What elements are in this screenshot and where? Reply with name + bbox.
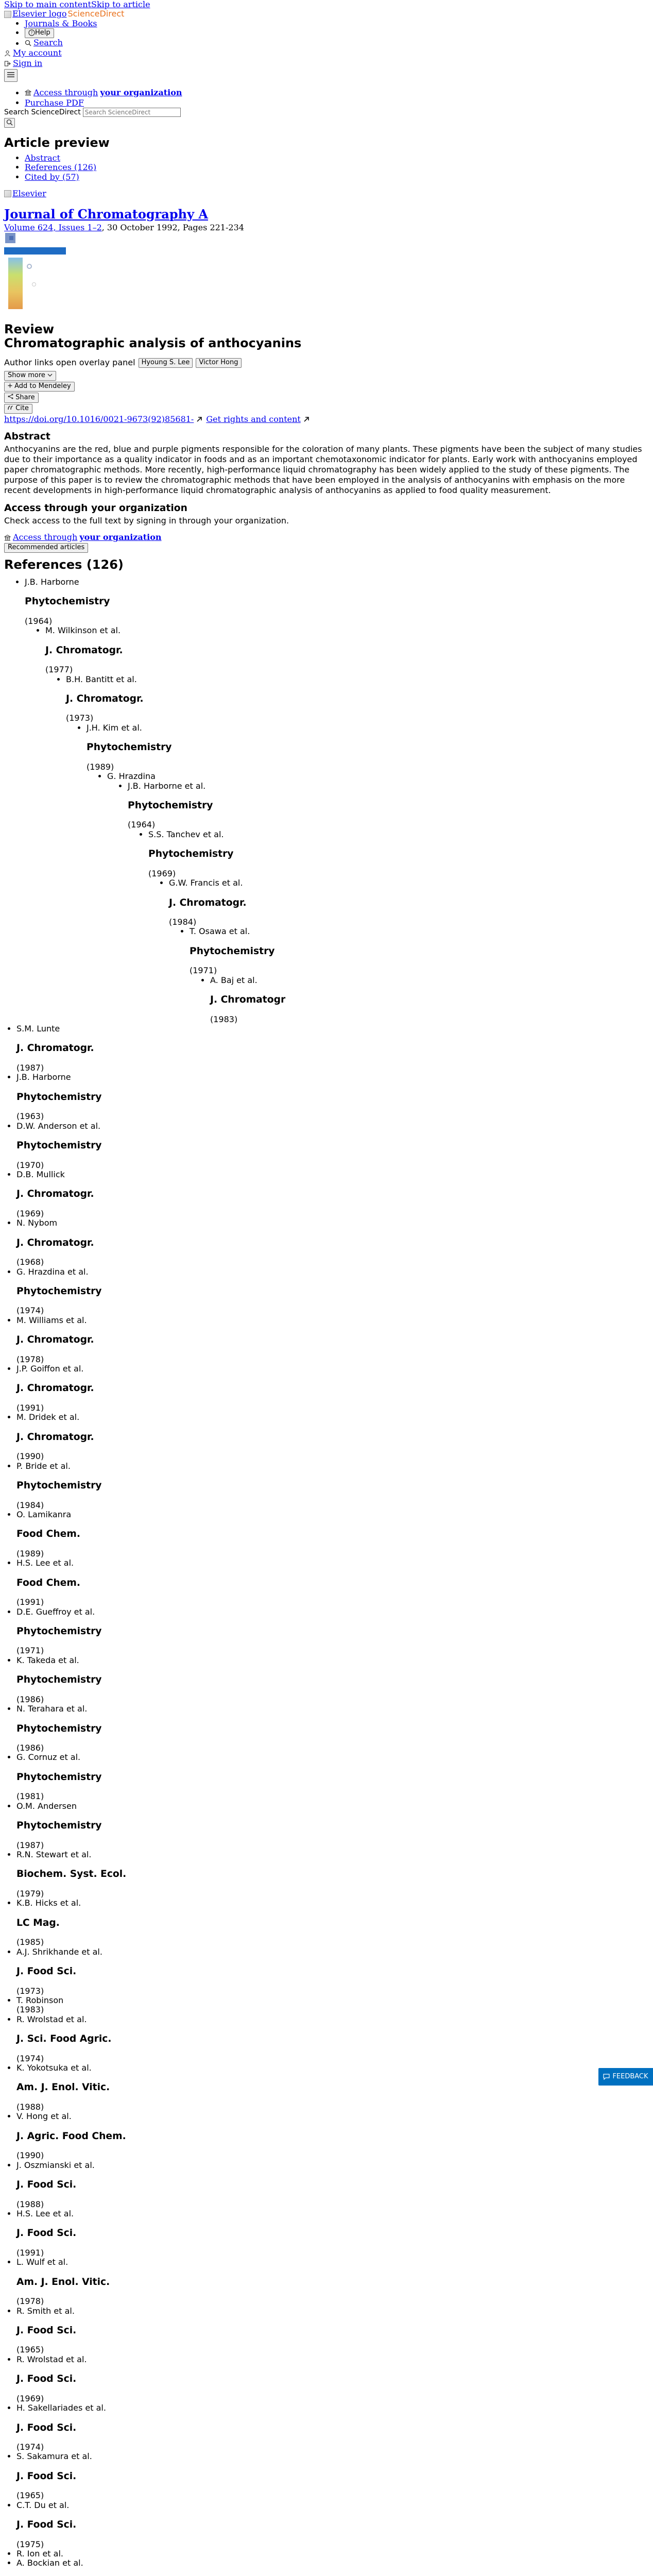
reference-year: (1965) [16, 2490, 44, 2501]
reference-year: (1990) [16, 2150, 44, 2161]
reference-journal: J. Chromatogr. [16, 1383, 94, 1394]
journal-cover-image[interactable] [4, 233, 67, 315]
reference-item [16, 2015, 649, 2024]
search-input[interactable] [83, 108, 181, 117]
doi-text: https://doi.org/10.1016/0021-9673(92)85681- [4, 414, 194, 424]
reference-item [16, 2063, 649, 2073]
reference-item [16, 1122, 649, 1131]
reference-journal: Phytochemistry [16, 1674, 102, 1686]
reference-item [16, 2403, 649, 2413]
reference-authors: D.E. Gueffroy et al. [16, 1606, 95, 1617]
reference-authors: J.P. Goiffon et al. [16, 1364, 84, 1374]
search-bar [4, 108, 649, 117]
share-wrap [4, 393, 649, 403]
skip-to-main-link[interactable]: Skip to main content [4, 0, 91, 9]
reference-journal: J. Food Sci. [16, 2519, 77, 2531]
sign-in-label: Sign in [13, 58, 43, 69]
cite-wrap [4, 404, 649, 414]
reference-journal: Phytochemistry [25, 596, 110, 607]
reference-authors: R. Wrolstad et al. [16, 2014, 87, 2024]
reference-authors: T. Robinson [16, 1995, 64, 2005]
reference-item [16, 1656, 649, 1665]
reference-journal: Food Chem. [16, 1577, 80, 1588]
reference-year: (1991) [16, 1403, 44, 1413]
reference-authors: H. Sakellariades et al. [16, 2403, 106, 2413]
references-sublist [190, 976, 649, 1024]
reference-item [16, 1510, 649, 1519]
access-btn-prefix: Access through [13, 532, 78, 543]
reference-authors: R. Ion et al. [16, 2549, 63, 2558]
reference-item [16, 1558, 649, 1568]
reference-journal: J. Food Sci. [16, 2325, 77, 2336]
reference-authors: G. Hrazdina et al. [16, 1266, 89, 1277]
reference-year: (1981) [16, 1791, 44, 1802]
reference-year: (1975) [16, 2539, 44, 2549]
reference-journal: Phytochemistry [16, 1625, 102, 1637]
reference-year: (1987) [16, 1062, 44, 1073]
doi-link[interactable] [4, 415, 203, 424]
reference-authors: L. Wulf et al. [16, 2257, 68, 2267]
abstract-heading: Abstract [4, 431, 50, 442]
reference-journal: J. Food Sci. [16, 2228, 77, 2239]
reference-item [210, 976, 649, 1024]
reference-journal: Food Chem. [16, 1529, 80, 1540]
reference-item [16, 2112, 649, 2121]
reference-journal: J. Chromatogr. [16, 1431, 94, 1443]
feedback-button[interactable] [598, 2068, 653, 2086]
references-link[interactable]: References (126) [25, 162, 97, 173]
reference-item [66, 675, 649, 1024]
author-button[interactable]: Victor Hong [196, 358, 241, 368]
help-button[interactable] [25, 28, 54, 38]
reference-year: (1991) [16, 1597, 44, 1607]
rights-text: Get rights and content [206, 414, 301, 424]
abstract-text: Anthocyanins are the red, blue and purple pigments responsible for the coloration of many plants. These pigments have been the subject of many studies due to their importance as a quality indicator in foods and as an important chemotaxonomic indicator for plants. Early work with anthocyanins employed paper chromatographic methods. More recently, high-performance liquid chromatography has been widely applied to the study of these pigments. The purpose of this paper is to review the chromatographic methods that have been employed in the analysis of anthocyanins with emphasis on the more recent developments in high-performance liquid chromatographic analysis of anthocyanins as applied to food quality measurement. [4, 444, 642, 496]
references-sublist [169, 927, 649, 1024]
reference-journal: J. Agric. Food Chem. [16, 2130, 126, 2142]
reference-year: (1990) [16, 1451, 44, 1462]
recommended-articles-button[interactable]: Recommended articles [4, 543, 88, 553]
reference-authors: J.H. Kim et al. [87, 722, 142, 733]
skip-links [4, 0, 649, 9]
journals-books-link[interactable]: Journals & Books [25, 18, 97, 28]
reference-item [16, 1364, 649, 1374]
chevron-down-icon [47, 373, 53, 377]
access-through-org-link[interactable] [25, 88, 182, 97]
reference-authors: K. Yokotsuka et al. [16, 2063, 92, 2073]
reference-year: (1986) [16, 1694, 44, 1704]
reference-journal: Am. J. Enol. Vitic. [16, 2082, 110, 2093]
elsevier-logo-alt: Elsevier logo [12, 9, 67, 19]
reference-year: (1986) [16, 1743, 44, 1753]
publisher-logo-icon [4, 190, 11, 197]
references-sublist [4, 578, 649, 1024]
reference-item [16, 1753, 649, 1762]
plus-icon [8, 383, 12, 388]
reference-authors: J. Oszmianski et al. [16, 2160, 95, 2170]
references-nested-list [4, 578, 649, 1024]
reference-year: (1979) [16, 1888, 44, 1899]
volume-link[interactable]: Volume 624, Issues 1–2 [4, 223, 102, 233]
mendeley-wrap [4, 382, 649, 392]
references-flat-list [4, 1024, 649, 2576]
reference-authors: K.B. Hicks et al. [16, 1898, 81, 1908]
reference-item [16, 2258, 649, 2267]
menu-button[interactable] [4, 69, 18, 81]
elsevier-logo-icon [4, 11, 11, 18]
access-menu [4, 88, 649, 108]
reference-item [16, 1073, 649, 1082]
skip-to-article-link[interactable]: Skip to article [91, 0, 150, 9]
header-nav [4, 19, 649, 48]
reference-journal: Phytochemistry [16, 1820, 102, 1832]
references-sublist [128, 830, 649, 1024]
reference-year: (1969) [16, 1208, 44, 1218]
reference-authors: T. Osawa et al. [190, 926, 250, 937]
reference-authors: H.S. Lee et al. [16, 1558, 74, 1568]
external-link-icon [303, 416, 310, 423]
svg-text:?: • ? [30, 30, 33, 36]
article-preview-heading: Article preview [4, 135, 110, 150]
my-account-link[interactable] [4, 48, 62, 58]
reference-year: (1963) [16, 1111, 44, 1122]
reference-journal: J. Food Sci. [16, 2179, 77, 2191]
reference-year: (1978) [16, 1354, 44, 1364]
reference-authors: G. Hrazdina [107, 771, 156, 782]
cite-label: Cite [15, 404, 29, 412]
reference-year: (1965) [16, 2345, 44, 2355]
reference-journal: J. Food Sci. [16, 1966, 77, 1977]
reference-year: (1989) [87, 761, 114, 772]
author-links-label: Author links open overlay panel [4, 357, 135, 367]
institution-icon [25, 89, 31, 96]
references-sublist [148, 878, 649, 1024]
share-button[interactable] [4, 393, 39, 403]
journal-info-left [4, 223, 244, 315]
search-link[interactable] [25, 38, 63, 47]
reference-authors: P. Bride et al. [16, 1461, 71, 1471]
share-icon [8, 394, 13, 399]
search-submit-button[interactable] [4, 118, 15, 128]
my-account-label: My account [13, 48, 62, 58]
reference-item [16, 1024, 649, 1033]
reference-journal: J. Chromatogr. [16, 1189, 94, 1200]
reference-authors: O.M. Andersen [16, 1801, 77, 1811]
references-heading: References (126) [4, 557, 124, 572]
purchase-pdf-link[interactable]: Purchase PDF [25, 97, 84, 108]
reference-item [16, 2501, 649, 2510]
access-heading: Access through your organization [4, 503, 187, 514]
reference-item [169, 878, 649, 1024]
access-button-wrap [4, 533, 649, 543]
reference-authors: N. Nybom [16, 1218, 58, 1228]
reference-journal: Phytochemistry [148, 849, 234, 860]
reference-year: (1984) [16, 1500, 44, 1510]
reference-journal: J. Chromatogr. [16, 1043, 94, 1054]
reference-item [45, 626, 649, 1024]
reference-authors: S.S. Tanchev et al. [148, 829, 224, 839]
purchase-pdf-item [25, 98, 649, 108]
reference-journal: Phytochemistry [87, 742, 172, 753]
doi-row [4, 415, 649, 424]
reference-journal: J. Chromatogr [210, 994, 286, 1006]
preview-link-item [25, 173, 649, 182]
reference-authors: G. Cornuz et al. [16, 1752, 81, 1762]
journal-date-pages: , 30 October 1992, Pages 221-234 [101, 223, 244, 233]
journal-info-row [4, 223, 649, 315]
access-through-org-button[interactable] [4, 533, 162, 542]
access-btn-org: your organization [79, 532, 162, 543]
reference-journal: J. Chromatogr. [16, 1334, 94, 1346]
reference-year: (1964) [128, 820, 156, 830]
nav-item-journals [25, 19, 649, 28]
recommended-wrap [4, 543, 649, 553]
reference-year: (1977) [45, 665, 73, 675]
publisher-logo-alt: Elsevier [12, 188, 46, 198]
reference-authors: K. Takeda et al. [16, 1655, 79, 1665]
article-title: Chromatographic analysis of anthocyanins [4, 336, 302, 351]
reference-item [16, 1267, 649, 1277]
elsevier-logo-link[interactable] [4, 9, 66, 19]
reference-authors: D.B. Mullick [16, 1169, 65, 1179]
reference-item [128, 782, 649, 1024]
add-mendeley-button[interactable] [4, 382, 75, 392]
references-sublist [45, 675, 649, 1024]
reference-year: (1974) [16, 1306, 44, 1316]
publisher-logo [4, 189, 649, 200]
reference-authors: J.B. Harborne et al. [128, 781, 206, 791]
reference-item [16, 1947, 649, 1957]
search-submit-wrap [4, 118, 649, 128]
reference-authors: M. Dridek et al. [16, 1412, 80, 1422]
help-icon [28, 29, 35, 36]
reference-item [148, 830, 649, 1024]
reference-journal: J. Chromatogr. [66, 693, 144, 704]
reference-year: (1968) [16, 1257, 44, 1267]
references-sublist [87, 772, 649, 1024]
reference-authors: A. Baj et al. [210, 975, 257, 985]
reference-item [16, 1218, 649, 1228]
publisher-logo-link[interactable] [4, 189, 46, 198]
reference-item [107, 772, 649, 1024]
reference-item [16, 1899, 649, 1908]
reference-item [16, 1996, 649, 2005]
cite-button[interactable] [4, 404, 32, 414]
access-text: Check access to the full text by signing in through your organization. [4, 515, 289, 526]
reference-authors: A. Bockian et al. [16, 2558, 83, 2568]
sciencedirect-logo[interactable]: ScienceDirect [67, 9, 125, 19]
rights-link[interactable] [206, 415, 310, 424]
account-icon [4, 50, 11, 57]
reference-item [25, 578, 649, 1024]
nav-item-help [25, 28, 649, 38]
reference-year: (1988) [16, 2199, 44, 2209]
institution-icon [4, 534, 11, 541]
reference-journal: Phytochemistry [16, 1140, 102, 1151]
reference-year: (1971) [16, 1646, 44, 1656]
reference-item [16, 2452, 649, 2461]
reference-year: (1971) [190, 965, 217, 976]
external-link-icon [196, 416, 203, 423]
reference-journal: Phytochemistry [16, 1723, 102, 1734]
reference-year: (1974) [16, 2053, 44, 2063]
reference-authors: R.N. Stewart et al. [16, 1850, 92, 1860]
reference-year: (1988) [16, 2102, 44, 2112]
reference-journal: J. Chromatogr. [16, 1237, 94, 1248]
reference-year: (1989) [16, 1548, 44, 1558]
reference-item [87, 723, 649, 1024]
reference-year: (1973) [16, 1986, 44, 1996]
reference-journal: Biochem. Syst. Ecol. [16, 1869, 127, 1880]
reference-item [16, 1316, 649, 1325]
reference-year: (1964) [25, 616, 53, 626]
reference-authors: J.B. Harborne [25, 577, 79, 587]
reference-journal: Am. J. Enol. Vitic. [16, 2276, 110, 2287]
journal-title-heading [4, 207, 649, 222]
reference-item [16, 1802, 649, 1811]
reference-year: (1987) [16, 1840, 44, 1850]
reference-item [16, 1170, 649, 1179]
feedback-label: FEEDBACK [612, 2072, 648, 2080]
reference-item [16, 1462, 649, 1471]
cited-by-link[interactable]: Cited by (57) [25, 172, 79, 182]
reference-year: (1974) [16, 2442, 44, 2452]
search-bar-label: Search ScienceDirect [4, 108, 81, 117]
reference-authors: C.T. Du et al. [16, 2500, 70, 2510]
reference-authors: S. Sakamura et al. [16, 2451, 92, 2462]
reference-authors: D.W. Anderson et al. [16, 1121, 101, 1131]
reference-authors: O. Lamikanra [16, 1509, 72, 1519]
reference-year: (1970) [16, 1160, 44, 1170]
reference-year: (1969) [148, 868, 176, 878]
reference-year: (1973) [66, 713, 94, 723]
header-logos [4, 9, 649, 19]
show-more-wrap [4, 371, 649, 381]
reference-year: (1969) [16, 2393, 44, 2403]
cite-icon [8, 405, 13, 410]
reference-item [16, 2161, 649, 2170]
show-more-button[interactable] [4, 371, 56, 381]
reference-journal: J. Chromatogr. [45, 645, 123, 656]
add-mendeley-label: Add to Mendeley [14, 382, 71, 390]
account-block [4, 48, 649, 69]
references-sublist [66, 723, 649, 1024]
sign-in-link[interactable] [4, 59, 42, 68]
reference-journal: J. Sci. Food Agric. [16, 2033, 112, 2045]
access-menu-item [25, 88, 649, 98]
reference-item [16, 2307, 649, 2316]
reference-item [16, 2209, 649, 2218]
feedback-icon [603, 2074, 610, 2080]
search-icon [25, 40, 31, 46]
reference-year: (1983) [210, 1014, 238, 1024]
access-prefix: • Access through [33, 87, 98, 97]
reference-authors: J.B. Harborne [16, 1072, 71, 1082]
reference-journal: Phytochemistry [190, 945, 275, 957]
show-more-label: Show more [8, 371, 45, 379]
reference-journal: Phytochemistry [16, 1091, 102, 1103]
help-label: Help [35, 29, 50, 37]
author-button[interactable]: Hyoung S. Lee [139, 358, 193, 368]
reference-authors: H.S. Lee et al. [16, 2208, 74, 2218]
references-sublist [25, 626, 649, 1024]
sign-in-icon [4, 60, 11, 67]
article-type: Review [4, 321, 55, 336]
reference-year: (1984) [169, 917, 197, 927]
share-label: Share [15, 393, 35, 401]
reference-item [16, 1850, 649, 1859]
reference-authors: S.M. Lunte [16, 1024, 60, 1034]
reference-authors: N. Terahara et al. [16, 1704, 88, 1714]
reference-item [16, 1704, 649, 1714]
reference-authors: G.W. Francis et al. [169, 878, 243, 888]
reference-item [16, 1607, 649, 1617]
reference-authors: R. Wrolstad et al. [16, 2354, 87, 2364]
reference-item [16, 2549, 649, 2558]
preview-link-item [25, 163, 649, 172]
reference-item [16, 2558, 649, 2568]
reference-journal: J. Food Sci. [16, 2422, 77, 2433]
reference-journal: J. Food Sci. [16, 2374, 77, 2385]
reference-year: (1983) [16, 2005, 44, 2015]
authors-line [4, 358, 649, 368]
abstract-link[interactable]: Abstract [25, 152, 61, 163]
reference-item [16, 1413, 649, 1422]
references-sublist [107, 782, 649, 1024]
preview-link-item [25, 154, 649, 163]
reference-authors: V. Hong et al. [16, 2111, 72, 2122]
reference-journal: Phytochemistry [128, 800, 213, 811]
reference-journal: LC Mag. [16, 1917, 60, 1928]
reference-item [16, 2355, 649, 2364]
reference-authors: R. Smith et al. [16, 2306, 75, 2316]
reference-year: (1978) [16, 2296, 44, 2307]
nav-item-search [25, 38, 649, 48]
access-org: your organization [100, 87, 182, 97]
reference-authors: M. Williams et al. [16, 1315, 87, 1325]
reference-journal: Phytochemistry [16, 1285, 102, 1297]
reference-authors: A.J. Shrikhande et al. [16, 1946, 102, 1957]
article-preview-links [4, 154, 649, 182]
reference-journal: Phytochemistry [16, 1480, 102, 1492]
reference-year: (1991) [16, 2247, 44, 2258]
menu-toggle-wrap [4, 69, 649, 81]
volume-line [4, 223, 244, 232]
reference-item [190, 927, 649, 1024]
menu-icon [7, 72, 14, 78]
search-label: • Search [33, 38, 63, 48]
reference-authors: B.H. Bantitt et al. [66, 674, 137, 684]
journal-title-link[interactable]: Journal of Chromatography A [4, 206, 208, 222]
reference-year: (1985) [16, 1937, 44, 1947]
search-submit-icon [6, 119, 13, 126]
reference-journal: J. Food Sci. [16, 2470, 77, 2482]
reference-authors: M. Wilkinson et al. [45, 625, 121, 636]
reference-journal: J. Chromatogr. [169, 897, 247, 908]
reference-journal: Phytochemistry [16, 1771, 102, 1783]
